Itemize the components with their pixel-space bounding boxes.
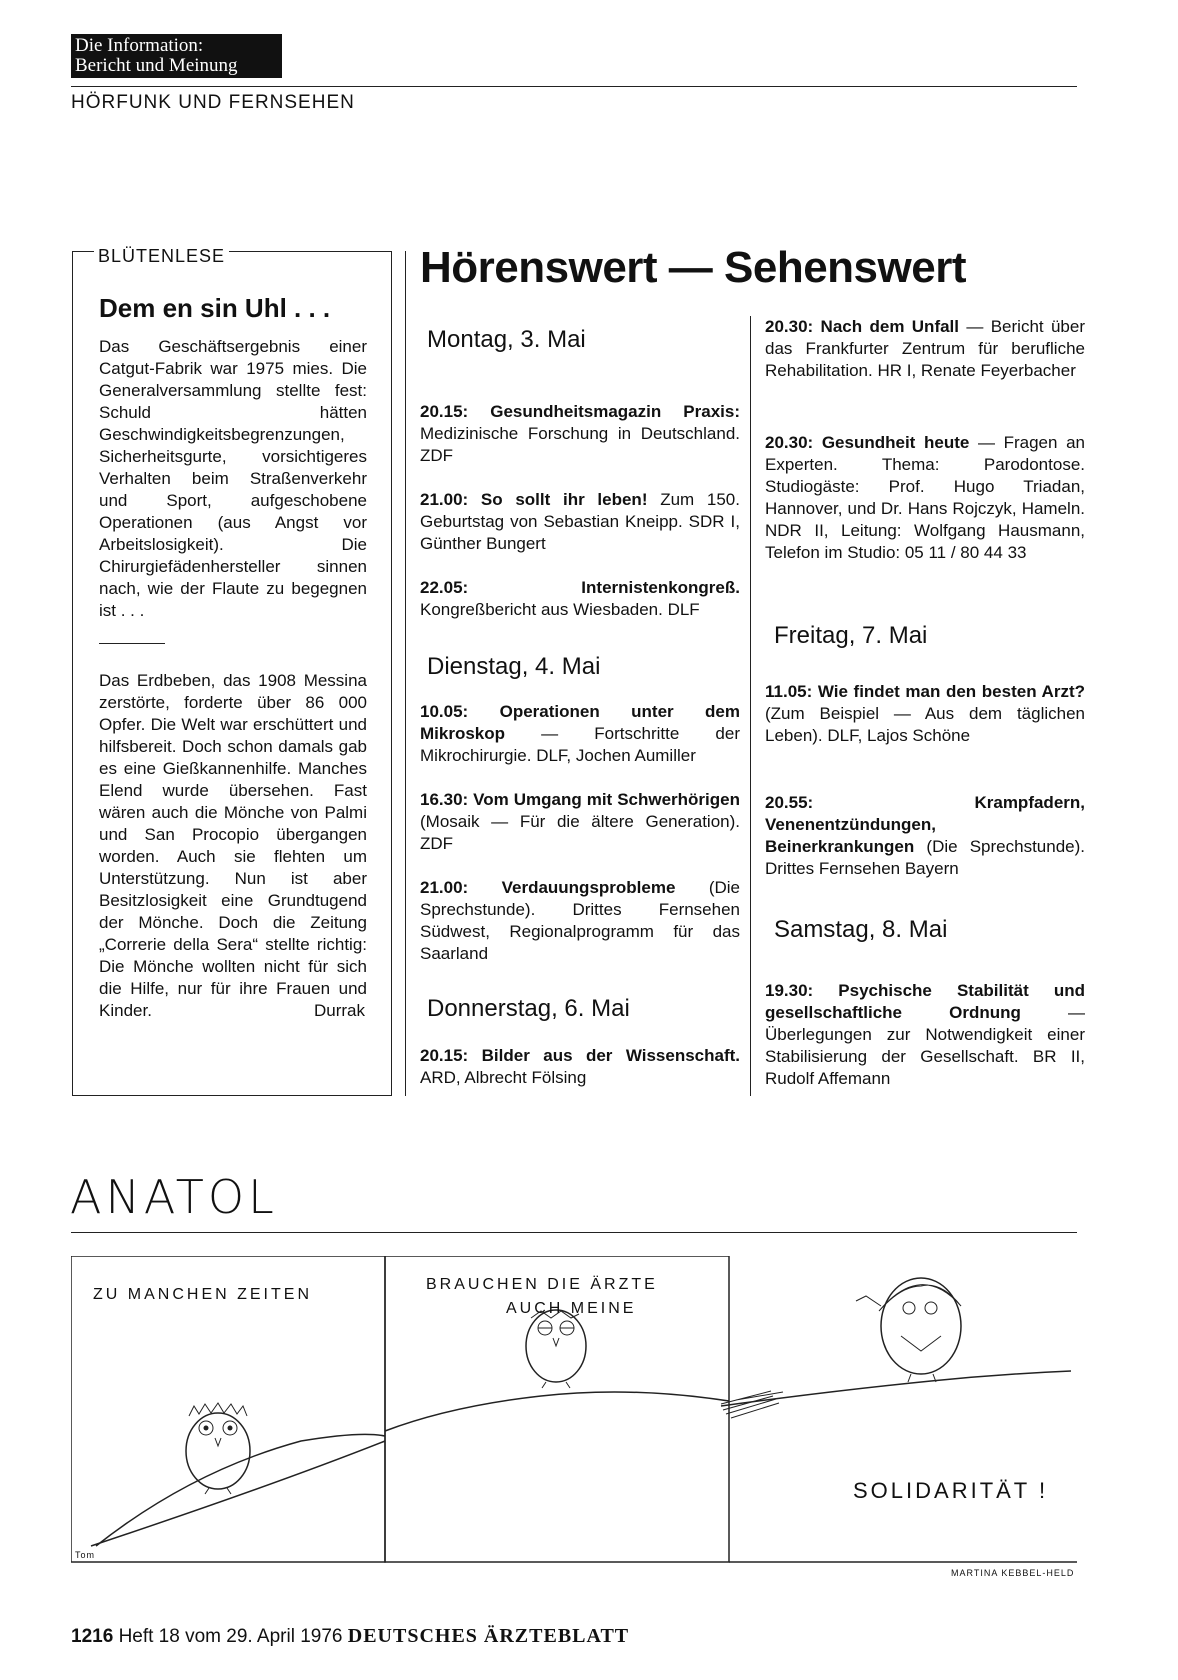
day-heading: Freitag, 7. Mai <box>774 622 928 649</box>
day-heading: Montag, 3. Mai <box>427 326 586 353</box>
program-entry: 21.00: Verdauungsprobleme (Die Sprechstunde). Drittes Fernsehen Südwest, Regionalprogramm für das Saarland <box>420 878 740 963</box>
panel-1-caption: ZU MANCHEN ZEITEN <box>93 1286 312 1303</box>
column-rule-right <box>750 316 751 1096</box>
panel-2-caption-line-1: BRAUCHEN DIE ÄRZTE <box>426 1276 658 1293</box>
day-heading: Samstag, 8. Mai <box>774 916 948 943</box>
program-entry: 20.30: Gesundheit heute — Fragen an Experten. Thema: Parodontose. Studiogäste: Prof. Hugo Triadan, Hannover, und Dr. Hans Rojczyk, Hameln. NDR II, Leitung: Wolfgang Hausmann, Telefon im Studio: 05 11 / 80 44 33 <box>765 433 1085 562</box>
program-entry: 22.05: Internistenkongreß. Kongreßbericht aus Wiesbaden. DLF <box>420 578 740 619</box>
day-heading: Dienstag, 4. Mai <box>427 653 601 680</box>
header-rule <box>71 86 1077 87</box>
page-number: 1216 <box>71 1626 114 1647</box>
bluetenlese-paragraph-2 <box>99 670 367 1022</box>
program-entry: 19.30: Psychische Stabilität und gesellschaftliche Ordnung — Überlegungen zur Notwendigkeit einer Stabilisierung der Gesellschaft. BR II, Rudolf Affemann <box>765 981 1085 1088</box>
program-title: Hörenswert — Sehenswert <box>420 243 966 292</box>
comic-strip <box>71 1256 1077 1578</box>
program-entry: 11.05: Wie findet man den besten Arzt? (Zum Beispiel — Aus dem täglichen Leben). DLF, Lajos Schöne <box>765 682 1085 745</box>
owl-1 <box>186 1403 250 1494</box>
comic-title: ANATOL <box>70 1170 278 1224</box>
panel-3-caption: SOLIDARITÄT ! <box>853 1478 1049 1503</box>
day-heading: Donnerstag, 6. Mai <box>427 995 630 1022</box>
bluetenlese-label: BLÜTENLESE <box>94 246 229 267</box>
section-title: HÖRFUNK UND FERNSEHEN <box>71 92 355 113</box>
panel-2-caption-line-2: AUCH MEINE <box>506 1300 637 1317</box>
artist-credit: MARTINA KEBBEL-HELD <box>951 1568 1075 1578</box>
owl-2 <box>526 1310 586 1388</box>
program-entry: 21.00: So sollt ihr leben! Zum 150. Geburtstag von Sebastian Kneipp. SDR I, Günther Bungert <box>420 490 740 553</box>
bluetenlese-paragraph-2-text: Das Erdbeben, das 1908 Messina zerstörte, forderte über 86 000 Opfer. Die Welt war erschüttert und hilfsbereit. Doch schon damals gab es eine Gießkannenhilfe. Manches Elend wurde übersehen. Fast wären auch die Mönche von Palmi und San Procopio übergangen worden. Auch sie flehten um Unterstützung. Nun ist aber Besitzlosigkeit eine Grundtugend der Mönche. Doch die Zeitung „Correrie della Sera“ stellte richtig: Die Mönche wollten nicht für sich die Hilfe, nur für ihre Frauen und Kinder. <box>99 671 367 1020</box>
page-footer <box>71 1625 629 1648</box>
column-rule-left <box>405 251 406 1096</box>
program-entry: 20.15: Gesundheitsmagazin Praxis: Medizinische Forschung in Deutschland. ZDF <box>420 402 740 465</box>
rubric-line-1: Die Information: <box>75 35 204 56</box>
program-entry: 20.30: Nach dem Unfall — Bericht über das Frankfurter Zentrum für berufliche Rehabilitation. HR I, Renate Feyerbacher <box>765 317 1086 380</box>
program-entry: 20.55: Krampfadern, Venenentzündungen, Beinerkrankungen (Die Sprechstunde). Drittes Fernsehen Bayern <box>765 793 1085 878</box>
program-entry: 20.15: Bilder aus der Wissenschaft. ARD, Albrecht Fölsing <box>420 1046 740 1087</box>
program-entry: 10.05: Operationen unter dem Mikroskop — Fortschritte der Mikrochirurgie. DLF, Jochen Aumiller <box>420 702 740 765</box>
owl-3 <box>856 1278 961 1382</box>
issue-info: Heft 18 vom 29. April 1976 <box>118 1626 343 1647</box>
bluetenlese-paragraph-1: Das Geschäftsergebnis einer Catgut-Fabrik war 1975 mies. Die Generalversammlung stellte fest: Schuld hätten Geschwindigkeitsbegrenzungen, Sicherheitsgurte, vorsichtigeres Verhalten beim Straßenverkehr und Sport, aufgeschobene Operationen (aus Angst vor Arbeitslosigkeit). Die Chirurgiefädenhersteller sinnen nach, wie der Flaute zu begegnen ist . . . <box>99 337 367 620</box>
branch-2 <box>385 1392 729 1431</box>
bluetenlese-title: Dem en sin Uhl . . . <box>99 293 331 323</box>
program-entry: 16.30: Vom Umgang mit Schwerhörigen (Mosaik — Für die ältere Generation). ZDF <box>420 790 740 853</box>
branch-3 <box>721 1371 1071 1406</box>
bluetenlese-author: Durrak <box>313 1001 365 1020</box>
comic-rule <box>71 1232 1077 1233</box>
rubric-line-2: Bericht und Meinung <box>75 55 238 76</box>
signature: Tom <box>75 1550 96 1560</box>
bluetenlese-separator <box>99 643 165 644</box>
rubric-box <box>71 34 282 78</box>
magazine-name: DEUTSCHES ÄRZTEBLATT <box>347 1625 630 1647</box>
